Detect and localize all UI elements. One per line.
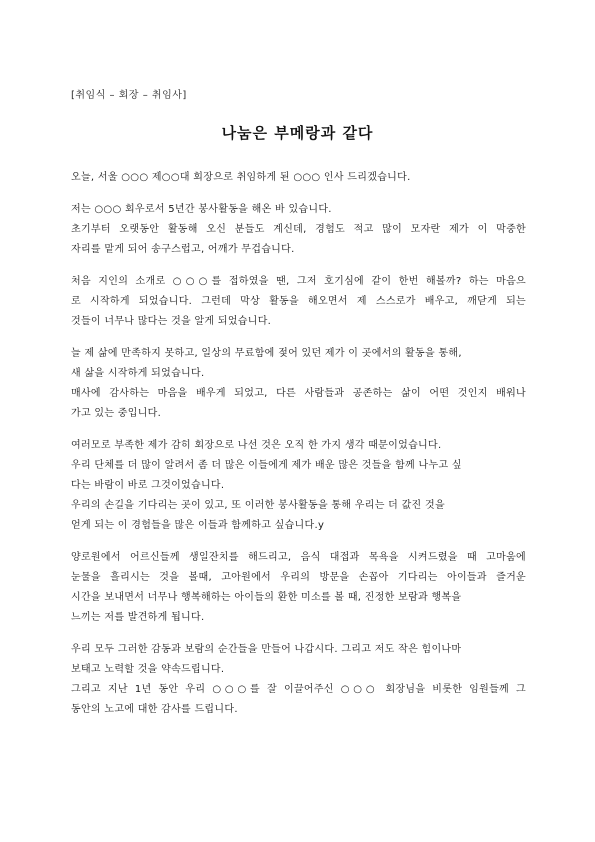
paragraph [71, 272, 526, 332]
paragraph-line: 눈물을 흘리시는 것을 볼때, 고아원에서 우리의 방문을 손꼽아 기다리는 아이들과 즐거운 [71, 572, 526, 583]
paragraph-line: 매사에 감사하는 마음을 배우게 되었고, 다른 사람들과 공존하는 삶이 어떤 것인지 배워나 [71, 388, 526, 399]
paragraph-line: 저는 ○○○ 회우로서 5년간 봉사활동을 해온 바 있습니다. [71, 204, 332, 215]
paragraph-line: 느끼는 저를 발견하게 됩니다. [71, 612, 205, 623]
paragraph-line: 늘 제 삶에 만족하지 못하고, 일상의 무료함에 젖어 있던 제가 이 곳에서의 활동을 통해, [71, 348, 462, 359]
paragraph-line: 얻게 되는 이 경험들을 많은 이들과 함께하고 싶습니다.y [71, 520, 325, 531]
paragraph [71, 344, 526, 424]
document-category: [취임식 – 회장 – 취임사] [71, 90, 187, 101]
paragraph [71, 548, 526, 628]
paragraph-line: 양로원에서 어르신들께 생일잔치를 해드리고, 음식 대접과 목욕을 시켜드렸을 때 고마움에 [71, 552, 526, 563]
paragraph-line: 다는 바람이 바로 그것이었습니다. [71, 480, 225, 491]
paragraph-line: 자리를 맡게 되어 송구스럽고, 어깨가 무겁습니다. [71, 244, 295, 255]
paragraph [71, 436, 526, 536]
document-body [71, 168, 526, 732]
paragraph-line: 그리고 지난 1년 동안 우리 ○○○를 잘 이끌어주신 ○○○ 회장님을 비롯한 임원들께 그 [71, 684, 526, 695]
paragraph-line: 우리 모두 그러한 감동과 보람의 순간들을 만들어 나갑시다. 그리고 저도 작은 힘이나마 [71, 644, 462, 655]
paragraph-line: 것들이 너무나 많다는 것을 알게 되었습니다. [71, 316, 272, 327]
paragraph-line: 초기부터 오랫동안 활동해 오신 분들도 계신데, 경험도 적고 많이 모자란 제가 이 막중한 [71, 224, 526, 235]
paragraph-line: 새 삶을 시작하게 되었습니다. [71, 368, 205, 379]
paragraph-line: 보태고 노력할 것을 약속드립니다. [71, 664, 225, 675]
paragraph-line: 동안의 노고에 대한 감사를 드립니다. [71, 704, 238, 715]
paragraph-line: 우리 단체를 더 많이 알려서 좀 더 많은 이들에게 제가 배운 많은 것들을 함께 나누고 싶 [71, 460, 462, 471]
paragraph-line: 로 시작하게 되었습니다. 그런데 막상 활동을 해오면서 제 스스로가 배우고, 깨닫게 되는 [71, 296, 526, 307]
document-title: 나눔은 부메랑과 같다 [221, 124, 374, 142]
paragraph [71, 640, 526, 720]
paragraph-line: 처음 지인의 소개로 ○○○를 접하였을 땐, 그저 호기심에 같이 한번 해볼까? 하는 마음으 [71, 276, 526, 287]
paragraph [71, 168, 526, 188]
paragraph-line: 오늘, 서울 ○○○ 제○○대 회장으로 취임하게 된 ○○○ 인사 드리겠습니다. [71, 172, 411, 183]
paragraph-line: 시간을 보내면서 너무나 행복해하는 아이들의 환한 미소를 볼 때, 진정한 보람과 행복을 [71, 592, 462, 603]
paragraph-line: 우리의 손길을 기다리는 곳이 있고, 또 이러한 봉사활동을 통해 우리는 더 값진 것을 [71, 500, 445, 511]
paragraph [71, 200, 526, 260]
paragraph-line: 여러모로 부족한 제가 감히 회장으로 나선 것은 오직 한 가지 생각 때문이었습니다. [71, 440, 442, 451]
paragraph-line: 가고 있는 중입니다. [71, 408, 162, 419]
